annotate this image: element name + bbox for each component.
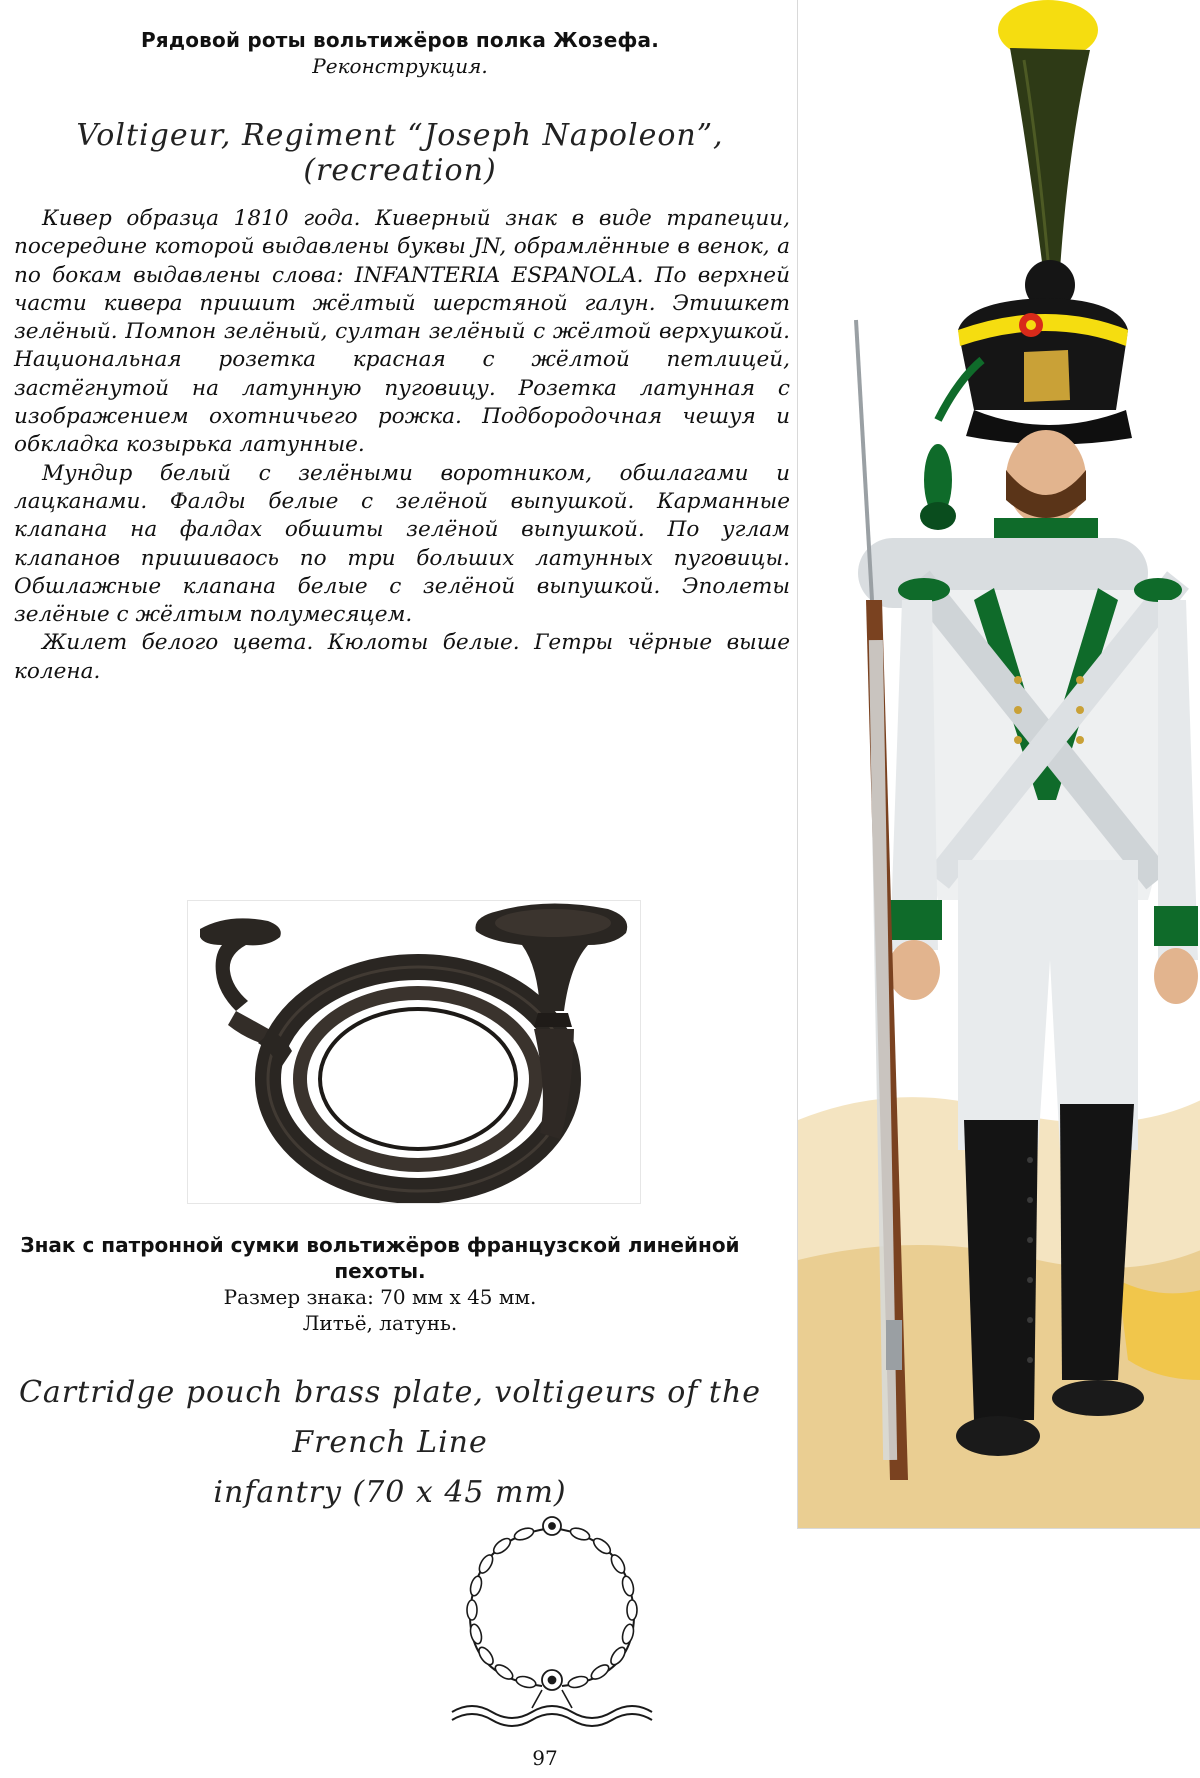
paragraph-vest: Жилет белого цвета. Кюлоты белые. Гетры чёрные выше колена. <box>14 630 790 684</box>
laurel-wreath-ornament <box>432 1508 672 1738</box>
plate-english-caption-line-1: Cartridge pouch brass plate, voltigeurs of the French Line <box>18 1375 762 1460</box>
plate-size: Размер знака: 70 мм х 45 мм. <box>223 1285 537 1309</box>
plate-title: Знак с патронной сумки вольтижёров французской линейной пехоты. <box>20 1233 740 1283</box>
page-number: 97 <box>532 1746 558 1770</box>
english-caption: Voltigeur, Regiment “Joseph Napoleon”, (recreation) <box>76 118 724 188</box>
plate-english-caption <box>10 1368 770 1518</box>
hunting-horn-plate-photo <box>187 900 641 1204</box>
paragraph-shako: Кивер образца 1810 года. Киверный знак в виде трапеции, посередине которой выдавлены буквы JN, обрамлённые в венок, а по бокам выдавлены слова: INFANTERIA ESPANOLA. По верхней части кивера пришит жёлтый шерстяной галун. Этишкет зелёный. Помпон зелёный, султан зелёный с жёлтой верхушкой. Национальная розетка красная с жёлтой петлицей, застёгнутой на латунную пуговицу. Розетка латунная с изображением охотничьего рожка. Подбородочная чешуя и обкладка козырька латунные. <box>14 206 790 458</box>
plate-english-caption-line-2: infantry (70 x 45 mm) <box>213 1475 567 1510</box>
voltigeur-illustration <box>797 0 1200 1529</box>
page-title: Рядовой роты вольтижёров полка Жозефа. <box>140 28 660 52</box>
title-block <box>0 28 800 78</box>
description-text <box>14 205 790 686</box>
plate-caption <box>0 1232 760 1336</box>
page-subtitle: Реконструкция. <box>312 54 488 78</box>
plate-material: Литьё, латунь. <box>302 1311 458 1335</box>
paragraph-uniform: Мундир белый с зелёными воротником, обшлагами и лацканами. Фалды белые с зелёной выпушкой. Карманные клапана на фалдах обшиты зелёной выпушкой. По углам клапанов пришиваось по три больших латунных пуговицы. Обшлажные клапана белые с зелёной выпушкой. Эполеты зелёные с жёлтым полумесяцем. <box>14 460 790 628</box>
